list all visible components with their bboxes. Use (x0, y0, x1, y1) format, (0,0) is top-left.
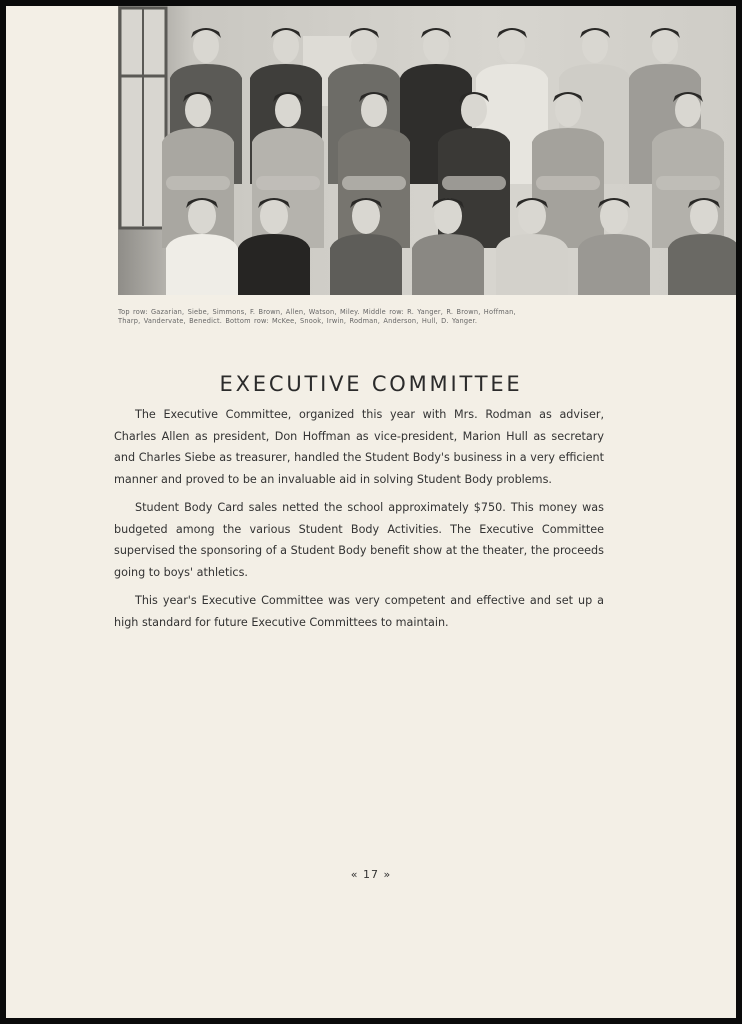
photo-caption: Top row: Gazarian, Siebe, Simmons, F. Brown, Allen, Watson, Miley. Middle row: R. Yanger, R. Brown, Hoffman, Tharp, Vandervate, Benedict. Bottom row: McKee, Snook, Irwin, Rodman, Anderson, Hull, D. Yanger. (118, 308, 516, 325)
page (6, 6, 736, 1018)
paragraph-2: Student Body Card sales netted the school approximately $750. This money was budgeted among the various Student Body Activities. The Executive Committee supervised the sponsoring of a Student Body benefit show at the theater, the proceeds going to boys' athletics. (114, 501, 604, 579)
paragraph-3: This year's Executive Committee was very competent and effective and set up a high standard for future Executive Committees to maintain. (114, 594, 604, 629)
paragraph-1: The Executive Committee, organized this year with Mrs. Rodman as adviser, Charles Allen as president, Don Hoffman as vice-president, Marion Hull as secretary and Charles Siebe as treasurer, handled the Student Body's business in a very efficient manner and proved to be an invaluable aid in solving Student Body problems. (114, 408, 604, 486)
page-number: « 17 » (350, 868, 392, 881)
group-photo (118, 6, 736, 295)
group-photo-image (118, 6, 736, 295)
page-heading: EXECUTIVE COMMITTEE (219, 372, 523, 396)
article-body (114, 404, 604, 640)
